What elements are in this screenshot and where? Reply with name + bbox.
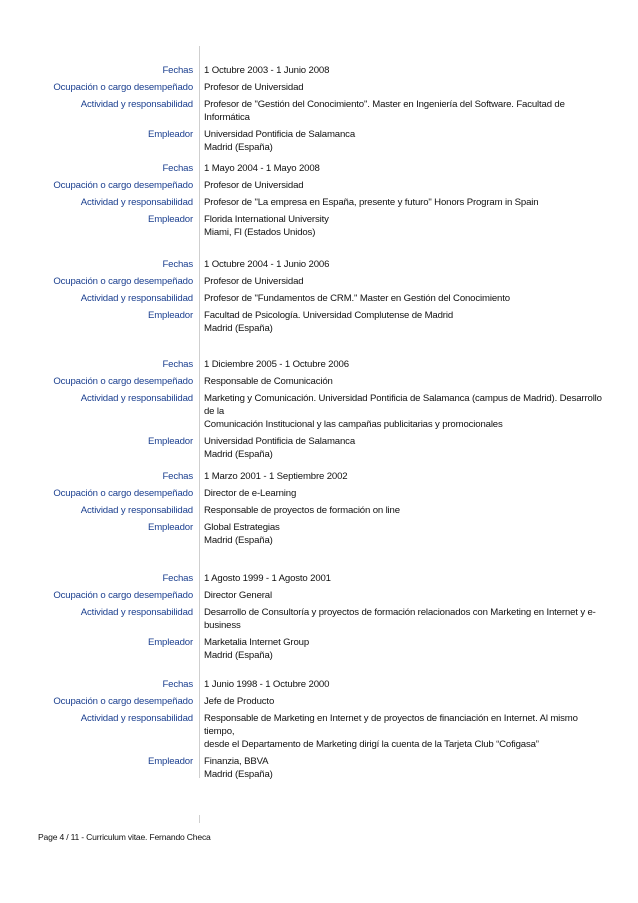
employer-line: Madrid (España)	[204, 142, 273, 153]
experience-entry	[0, 678, 638, 781]
dates-value: 1 Junio 1998 - 1 Octubre 2000	[204, 679, 330, 690]
entry-row-activity	[0, 196, 638, 209]
employer-value	[204, 128, 606, 154]
employer-label: Empleador	[147, 522, 193, 533]
activity-value	[204, 292, 606, 305]
activity-line: Marketing y Comunicación. Universidad Pontificia de Salamanca (campus de Madrid). Desarrollo de la	[204, 393, 602, 417]
employer-line: Madrid (España)	[204, 650, 273, 661]
occupation-value: Responsable de Comunicación	[204, 376, 333, 387]
entry-row-employer	[0, 435, 638, 461]
employer-line: Finanzia, BBVA	[204, 756, 269, 767]
employer-label: Empleador	[147, 214, 193, 225]
activity-line: business	[204, 620, 241, 631]
dates-value: 1 Diciembre 2005 - 1 Octubre 2006	[204, 359, 349, 370]
employer-line: Universidad Pontificia de Salamanca	[204, 129, 355, 140]
activity-label: Actividad y responsabilidad	[80, 293, 193, 304]
dates-label: Fechas	[162, 359, 193, 370]
entry-row-occupation	[0, 375, 638, 388]
entry-row-occupation	[0, 589, 638, 602]
entry-row-occupation	[0, 487, 638, 500]
entry-row-activity	[0, 606, 638, 632]
employer-label: Empleador	[147, 129, 193, 140]
employer-line: Madrid (España)	[204, 769, 273, 780]
dates-label: Fechas	[162, 573, 193, 584]
employer-line: Global Estrategias	[204, 522, 280, 533]
occupation-label: Ocupación o cargo desempeñado	[53, 180, 193, 191]
entry-row-activity	[0, 98, 638, 124]
employer-line: Madrid (España)	[204, 535, 273, 546]
dates-value: 1 Mayo 2004 - 1 Mayo 2008	[204, 163, 320, 174]
employer-line: Universidad Pontificia de Salamanca	[204, 436, 355, 447]
experience-entry	[0, 572, 638, 662]
dates-label: Fechas	[162, 163, 193, 174]
employer-label: Empleador	[147, 436, 193, 447]
occupation-value: Director de e-Learning	[204, 488, 297, 499]
activity-label: Actividad y responsabilidad	[80, 393, 193, 404]
activity-label: Actividad y responsabilidad	[80, 607, 193, 618]
entry-row-activity	[0, 392, 638, 431]
employer-line: Facultad de Psicología. Universidad Complutense de Madrid	[204, 310, 454, 321]
dates-label: Fechas	[162, 679, 193, 690]
activity-value	[204, 712, 606, 751]
employer-value	[204, 435, 606, 461]
entry-row-activity	[0, 504, 638, 517]
employer-label: Empleador	[147, 310, 193, 321]
occupation-value: Profesor de Universidad	[204, 276, 304, 287]
entry-row-dates	[0, 470, 638, 483]
dates-value: 1 Agosto 1999 - 1 Agosto 2001	[204, 573, 331, 584]
entry-row-dates	[0, 572, 638, 585]
entry-row-occupation	[0, 695, 638, 708]
entry-row-occupation	[0, 275, 638, 288]
employer-value	[204, 636, 606, 662]
activity-line: Responsable de Marketing en Internet y de proyectos de financiación en Internet. Al mismo tiempo,	[204, 713, 578, 737]
activity-label: Actividad y responsabilidad	[80, 99, 193, 110]
occupation-value: Director General	[204, 590, 272, 601]
activity-line: Profesor de "Gestión del Conocimiento". Master en Ingeniería del Software. Facultad de Informática	[204, 99, 565, 123]
occupation-label: Ocupación o cargo desempeñado	[53, 590, 193, 601]
entry-row-dates	[0, 162, 638, 175]
activity-label: Actividad y responsabilidad	[80, 505, 193, 516]
employer-line: Miami, Fl (Estados Unidos)	[204, 227, 316, 238]
entry-row-activity	[0, 712, 638, 751]
occupation-label: Ocupación o cargo desempeñado	[53, 488, 193, 499]
employer-line: Florida International University	[204, 214, 329, 225]
experience-entry	[0, 358, 638, 461]
employer-value	[204, 521, 606, 547]
dates-value: 1 Marzo 2001 - 1 Septiembre 2002	[204, 471, 348, 482]
dates-label: Fechas	[162, 471, 193, 482]
activity-line: Responsable de proyectos de formación on line	[204, 505, 400, 516]
employer-label: Empleador	[147, 756, 193, 767]
entry-row-activity	[0, 292, 638, 305]
experience-entry	[0, 258, 638, 335]
dates-value: 1 Octubre 2003 - 1 Junio 2008	[204, 65, 330, 76]
entry-row-dates	[0, 64, 638, 77]
activity-line: Comunicación Institucional y las campañas publicitarias y promocionales	[204, 419, 503, 430]
activity-line: desde el Departamento de Marketing dirigí la cuenta de la Tarjeta Club “Cofigasa”	[204, 739, 539, 750]
occupation-label: Ocupación o cargo desempeñado	[53, 82, 193, 93]
activity-value	[204, 504, 606, 517]
entry-row-employer	[0, 213, 638, 239]
entry-row-occupation	[0, 81, 638, 94]
experience-entry	[0, 64, 638, 154]
activity-line: Profesor de "La empresa en España, presente y futuro" Honors Program in Spain	[204, 197, 539, 208]
activity-value	[204, 98, 606, 124]
dates-value: 1 Octubre 2004 - 1 Junio 2006	[204, 259, 330, 270]
activity-label: Actividad y responsabilidad	[80, 713, 193, 724]
occupation-label: Ocupación o cargo desempeñado	[53, 276, 193, 287]
occupation-value: Jefe de Producto	[204, 696, 275, 707]
entry-row-employer	[0, 309, 638, 335]
employer-line: Madrid (España)	[204, 323, 273, 334]
experience-entry	[0, 470, 638, 547]
employer-line: Marketalia Internet Group	[204, 637, 310, 648]
occupation-label: Ocupación o cargo desempeñado	[53, 376, 193, 387]
employer-value	[204, 755, 606, 781]
occupation-label: Ocupación o cargo desempeñado	[53, 696, 193, 707]
entry-row-employer	[0, 128, 638, 154]
entry-row-employer	[0, 521, 638, 547]
occupation-value: Profesor de Universidad	[204, 180, 304, 191]
activity-value	[204, 196, 606, 209]
activity-line: Desarrollo de Consultoría y proyectos de formación relacionados con Marketing en Internet y e-	[204, 607, 596, 618]
activity-value	[204, 392, 606, 431]
entry-row-employer	[0, 755, 638, 781]
dates-label: Fechas	[162, 65, 193, 76]
occupation-value: Profesor de Universidad	[204, 82, 304, 93]
entry-row-dates	[0, 258, 638, 271]
activity-value	[204, 606, 606, 632]
entry-row-employer	[0, 636, 638, 662]
activity-label: Actividad y responsabilidad	[80, 197, 193, 208]
entry-row-dates	[0, 358, 638, 371]
employer-label: Empleador	[147, 637, 193, 648]
entry-row-dates	[0, 678, 638, 691]
experience-entry	[0, 162, 638, 239]
entry-row-occupation	[0, 179, 638, 192]
dates-label: Fechas	[162, 259, 193, 270]
page-footer: Page 4 / 11 - Curriculum vitae. Fernando Checa	[38, 832, 211, 842]
activity-line: Profesor de "Fundamentos de CRM." Master en Gestión del Conocimiento	[204, 293, 510, 304]
employer-value	[204, 309, 606, 335]
employer-line: Madrid (España)	[204, 449, 273, 460]
column-divider-tick	[199, 815, 200, 823]
employer-value	[204, 213, 606, 239]
